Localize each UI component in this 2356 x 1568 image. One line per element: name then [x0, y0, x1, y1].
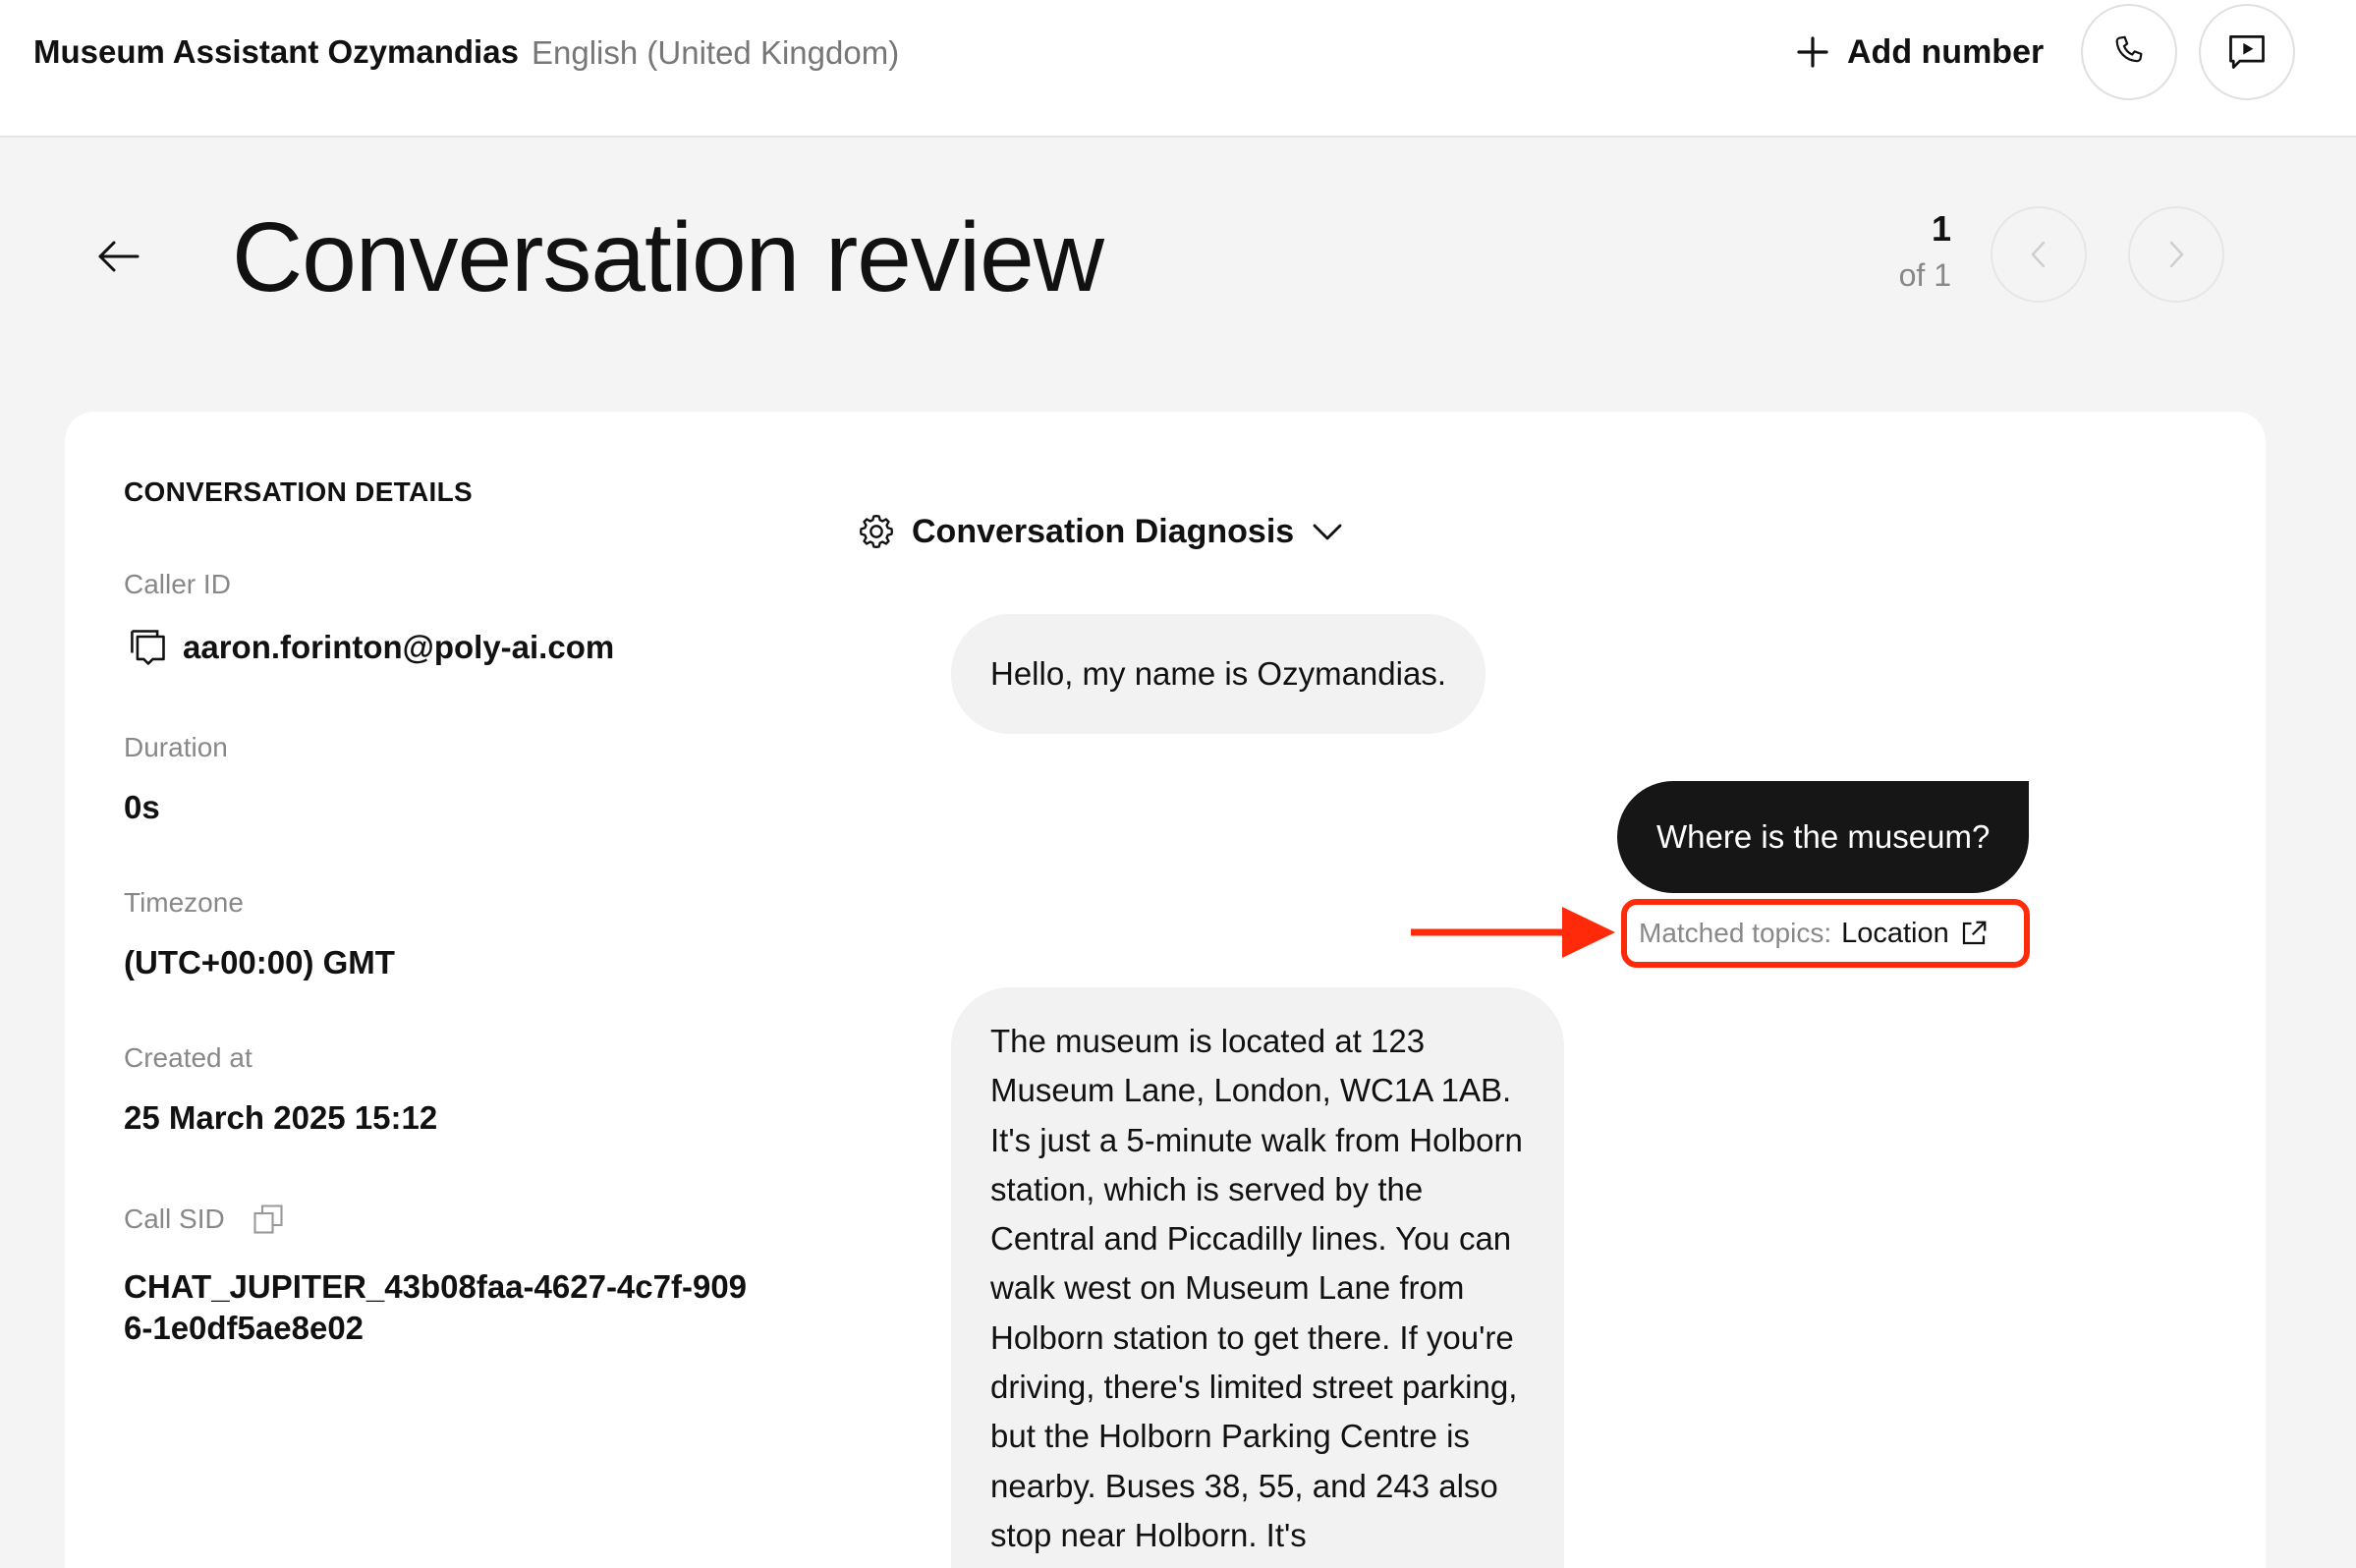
assistant-message: Hello, my name is Ozymandias.: [951, 614, 1486, 734]
pager-total: of 1: [1898, 257, 1951, 293]
caller-id-label: Caller ID: [124, 569, 231, 599]
chat-channel-icon: [126, 626, 169, 669]
timezone-label: Timezone: [124, 887, 244, 918]
chevron-left-icon: [2024, 235, 2053, 274]
call-button[interactable]: [2081, 4, 2177, 100]
conversation-diagnosis-dropdown[interactable]: [857, 512, 1345, 551]
chat-test-button[interactable]: [2199, 4, 2295, 100]
chevron-right-icon: [2161, 235, 2191, 274]
add-number-button[interactable]: [1796, 28, 2044, 77]
caller-id-row: [126, 626, 614, 669]
caller-id-value: aaron.forinton@poly-ai.com: [183, 629, 615, 665]
created-at-label: Created at: [124, 1042, 252, 1073]
annotation-arrow-icon: [1409, 903, 1617, 962]
back-arrow-icon[interactable]: [94, 232, 143, 281]
matched-topic-link[interactable]: Location: [1841, 917, 1949, 949]
matched-topics-label: Matched topics:: [1639, 918, 1832, 948]
user-message: Where is the museum?: [1617, 781, 2029, 893]
assistant-language: English (United Kingdom): [532, 34, 900, 71]
page-title: Conversation review: [232, 202, 1103, 312]
chevron-down-icon: [1310, 514, 1345, 549]
assistant-message: The museum is located at 123 Museum Lane, London, WC1A 1AB. It's just a 5-minute walk from Holborn station, which is served by the Central and Piccadilly lines. You can walk west on Museum Lane from Holborn station to get there. If you're driving, there's limited street parking, but the Holborn Parking Centre is nearby. Buses 38, 55, and 243 also stop near Holborn. It's: [951, 987, 1564, 1568]
plus-icon: [1796, 35, 1829, 69]
add-number-label: Add number: [1847, 32, 2045, 71]
call-sid-value: CHAT_JUPITER_43b08faa-4627-4c7f-9096-1e0df5ae8e02: [124, 1268, 748, 1346]
chat-play-icon: [2225, 30, 2269, 74]
external-link-icon[interactable]: [1959, 919, 1989, 948]
assistant-name: Museum Assistant Ozymandias: [33, 33, 519, 70]
call-sid-label: Call SID: [124, 1204, 225, 1234]
conversation-diagnosis-label: Conversation Diagnosis: [912, 512, 1295, 550]
gear-icon: [857, 512, 896, 551]
matched-topics: [1621, 899, 2030, 968]
phone-icon: [2110, 33, 2148, 71]
duration-value: 0s: [124, 789, 160, 825]
created-at-value: 25 March 2025 15:12: [124, 1099, 438, 1136]
copy-icon[interactable]: [251, 1202, 286, 1237]
previous-conversation-button[interactable]: [1991, 206, 2087, 303]
conversation-details-heading: CONVERSATION DETAILS: [124, 476, 473, 507]
pager-current: 1: [1931, 208, 1951, 249]
call-sid-row: [124, 1202, 286, 1237]
top-bar: [0, 0, 2356, 138]
conversation-card: [65, 412, 2266, 1568]
timezone-value: (UTC+00:00) GMT: [124, 944, 395, 980]
duration-label: Duration: [124, 732, 228, 762]
next-conversation-button[interactable]: [2128, 206, 2224, 303]
